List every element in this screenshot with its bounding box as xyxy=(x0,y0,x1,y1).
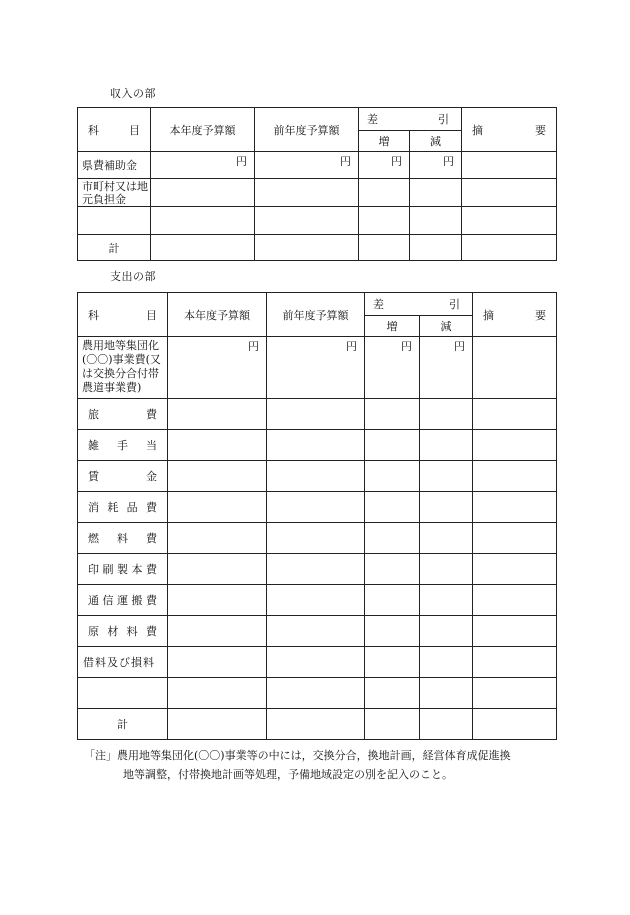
expense-cell xyxy=(365,461,420,492)
expense-row-label-char-1: 旅 xyxy=(88,408,99,421)
expense-row-label-char-4: 本 xyxy=(131,563,143,576)
expense-remarks-cell xyxy=(473,337,557,399)
income-yen-decrease: 円 xyxy=(410,152,462,179)
expense-row-label: 借料及び損料 xyxy=(78,647,168,678)
income-cell xyxy=(462,179,557,207)
expense-cell xyxy=(267,430,365,461)
expense-cell xyxy=(168,585,267,616)
income-row-label: 市町村又は地元負担金 xyxy=(78,179,151,207)
income-cell xyxy=(255,235,359,261)
expense-cell xyxy=(473,523,557,554)
expense-cell xyxy=(473,430,557,461)
expense-header-difference-char-1: 差 xyxy=(373,298,384,311)
expense-cell xyxy=(473,647,557,678)
expense-row-label-char-3: 料 xyxy=(126,625,138,638)
expense-row-label-char-4: 費 xyxy=(145,501,157,514)
income-header-subject-char-1: 科 xyxy=(88,123,99,137)
expense-row-label-char-5: 費 xyxy=(146,594,157,607)
expense-row-label-char-2: 費 xyxy=(146,408,157,421)
income-header-remarks-char-1: 摘 xyxy=(472,123,483,137)
expense-row-communication xyxy=(78,585,557,616)
expense-cell xyxy=(365,678,420,709)
expense-row-label xyxy=(78,461,168,492)
expense-row-label-char-3: 製 xyxy=(117,563,128,576)
expense-cell xyxy=(267,399,365,430)
expense-row-wages xyxy=(78,461,557,492)
expense-row-label xyxy=(78,585,168,616)
expense-yen-previous: 円 xyxy=(267,337,365,399)
expense-header-decrease: 減 xyxy=(420,316,473,337)
expense-cell xyxy=(420,430,473,461)
expense-row-materials xyxy=(78,616,557,647)
expense-row-label xyxy=(78,554,168,585)
expense-section-title: 支出の部 xyxy=(110,270,156,283)
expense-cell xyxy=(420,616,473,647)
income-cell xyxy=(410,235,462,261)
income-remarks-cell xyxy=(462,152,557,179)
expense-cell xyxy=(365,709,420,740)
expense-cell xyxy=(473,709,557,740)
expense-cell xyxy=(168,678,267,709)
expense-row-project-cost xyxy=(78,337,557,399)
expense-cell xyxy=(473,616,557,647)
expense-header-increase: 増 xyxy=(365,316,420,337)
expense-cell xyxy=(267,492,365,523)
expense-cell xyxy=(78,678,168,709)
income-cell xyxy=(359,207,410,235)
income-header-subject-char-2: 目 xyxy=(129,123,140,137)
expense-cell xyxy=(420,492,473,523)
expense-header-subject-char-1: 科 xyxy=(88,308,99,322)
income-header-remarks xyxy=(462,108,557,152)
expense-cell xyxy=(365,492,420,523)
income-row-total xyxy=(78,235,557,261)
income-cell xyxy=(410,207,462,235)
expense-cell xyxy=(365,585,420,616)
income-cell xyxy=(255,207,359,235)
income-cell xyxy=(462,235,557,261)
expense-cell xyxy=(473,585,557,616)
expense-cell xyxy=(420,554,473,585)
expense-row-label xyxy=(78,399,168,430)
expense-row-supplies xyxy=(78,492,557,523)
income-cell xyxy=(78,207,151,235)
income-cell xyxy=(359,235,410,261)
expense-row-label-char-2: 材 xyxy=(107,625,119,638)
income-header-current-budget: 本年度予算額 xyxy=(151,108,255,152)
expense-cell xyxy=(267,678,365,709)
note-line-2: 地等調整，付帯換地計画等処理，予備地域設定の別を記入のこと。 xyxy=(123,768,453,781)
expense-row-label-char-3: 当 xyxy=(146,439,157,452)
expense-cell xyxy=(420,678,473,709)
expense-row-label-char-5: 費 xyxy=(146,563,157,576)
income-header-subject xyxy=(78,108,151,152)
expense-header-subject-char-2: 目 xyxy=(146,308,157,322)
expense-header-remarks-char-1: 摘 xyxy=(483,308,494,322)
income-yen-increase: 円 xyxy=(359,152,410,179)
expense-cell xyxy=(473,554,557,585)
income-yen-previous: 円 xyxy=(255,152,359,179)
expense-cell xyxy=(267,554,365,585)
expense-row-label-char-2: 料 xyxy=(117,532,128,545)
expense-row-printing xyxy=(78,554,557,585)
income-header-remarks-char-2: 要 xyxy=(535,123,546,137)
expense-row-label xyxy=(78,616,168,647)
expense-cell xyxy=(168,709,267,740)
income-cell xyxy=(151,235,255,261)
income-header-increase: 増 xyxy=(359,131,410,152)
expense-yen-increase: 円 xyxy=(365,337,420,399)
expense-row-label-char-1: 賃 xyxy=(88,470,99,483)
expense-cell xyxy=(168,492,267,523)
expense-row-label-char-2: 信 xyxy=(102,594,114,607)
expense-row-label-char-1: 印 xyxy=(88,563,99,576)
expense-cell xyxy=(420,585,473,616)
expense-cell xyxy=(168,461,267,492)
income-yen-current: 円 xyxy=(151,152,255,179)
expense-cell xyxy=(365,616,420,647)
expense-row-label-char-2: 手 xyxy=(117,439,128,452)
expense-table xyxy=(77,292,557,740)
income-row-label: 県費補助金 xyxy=(78,152,151,179)
income-header-difference-char-1: 差 xyxy=(367,113,378,126)
expense-cell xyxy=(168,616,267,647)
expense-row-rental xyxy=(78,647,557,678)
expense-total-label: 計 xyxy=(78,709,168,740)
expense-row-fuel xyxy=(78,523,557,554)
expense-row-label xyxy=(78,492,168,523)
expense-row-label xyxy=(78,523,168,554)
expense-cell xyxy=(267,461,365,492)
income-cell xyxy=(410,179,462,207)
income-row-prefecture-subsidy xyxy=(78,152,557,179)
expense-header-current-budget: 本年度予算額 xyxy=(168,293,267,337)
income-cell xyxy=(255,179,359,207)
expense-row-label-char-2: 金 xyxy=(146,470,157,483)
income-header-previous-budget: 前年度予算額 xyxy=(255,108,359,152)
expense-cell xyxy=(168,647,267,678)
expense-cell xyxy=(365,430,420,461)
expense-cell xyxy=(420,399,473,430)
expense-cell xyxy=(267,709,365,740)
expense-cell xyxy=(365,399,420,430)
expense-cell xyxy=(168,554,267,585)
income-cell xyxy=(151,179,255,207)
income-cell xyxy=(359,179,410,207)
expense-row-total xyxy=(78,709,557,740)
expense-row-label-char-1: 雑 xyxy=(88,439,99,452)
expense-row-label xyxy=(78,430,168,461)
expense-row-label-char-4: 搬 xyxy=(131,594,143,607)
income-table xyxy=(77,107,557,261)
expense-header-difference xyxy=(365,293,473,316)
expense-cell xyxy=(420,461,473,492)
expense-header-difference-char-2: 引 xyxy=(449,298,460,311)
expense-cell xyxy=(168,430,267,461)
expense-cell xyxy=(420,523,473,554)
income-header-decrease: 減 xyxy=(410,131,462,152)
expense-cell xyxy=(473,399,557,430)
expense-row-label-char-4: 費 xyxy=(145,625,157,638)
expense-header-previous-budget: 前年度予算額 xyxy=(267,293,365,337)
expense-cell xyxy=(365,647,420,678)
expense-header-subject xyxy=(78,293,168,337)
expense-row-label-char-3: 運 xyxy=(117,594,128,607)
expense-row-label-char-2: 刷 xyxy=(102,563,114,576)
expense-cell xyxy=(473,678,557,709)
income-section-title: 収入の部 xyxy=(110,87,156,100)
income-header-difference xyxy=(359,108,462,131)
expense-row-travel xyxy=(78,399,557,430)
expense-cell xyxy=(420,709,473,740)
expense-cell xyxy=(365,554,420,585)
expense-row-label: 農用地等集団化(〇〇)事業費(又は交換分合付帯農道事業費) xyxy=(78,337,168,399)
expense-row-label-char-2: 耗 xyxy=(107,501,119,514)
expense-row-label-char-1: 燃 xyxy=(88,532,99,545)
expense-row-label-char-1: 消 xyxy=(88,501,99,514)
expense-yen-decrease: 円 xyxy=(420,337,473,399)
expense-row-label-char-3: 費 xyxy=(146,532,157,545)
expense-row-allowance xyxy=(78,430,557,461)
expense-cell xyxy=(168,523,267,554)
expense-cell xyxy=(473,492,557,523)
note-line-1: 「注」農用地等集団化(〇〇)事業等の中には，交換分合，換地計画，経営体育成促進換 xyxy=(84,749,511,762)
income-header-difference-char-2: 引 xyxy=(438,113,449,126)
expense-cell xyxy=(168,399,267,430)
expense-cell xyxy=(267,585,365,616)
income-cell xyxy=(462,207,557,235)
income-total-label: 計 xyxy=(78,235,151,261)
expense-cell xyxy=(420,647,473,678)
expense-header-remarks-char-2: 要 xyxy=(535,308,546,322)
expense-cell xyxy=(267,616,365,647)
expense-cell xyxy=(365,523,420,554)
expense-cell xyxy=(267,647,365,678)
income-cell xyxy=(151,207,255,235)
expense-cell xyxy=(473,461,557,492)
expense-header-remarks xyxy=(473,293,557,337)
expense-row-label-char-1: 原 xyxy=(88,625,99,638)
expense-row-blank xyxy=(78,678,557,709)
income-row-municipal-share xyxy=(78,179,557,207)
expense-row-label-char-3: 品 xyxy=(126,501,138,514)
income-row-blank xyxy=(78,207,557,235)
expense-yen-current: 円 xyxy=(168,337,267,399)
expense-row-label-char-1: 通 xyxy=(88,594,99,607)
expense-cell xyxy=(267,523,365,554)
